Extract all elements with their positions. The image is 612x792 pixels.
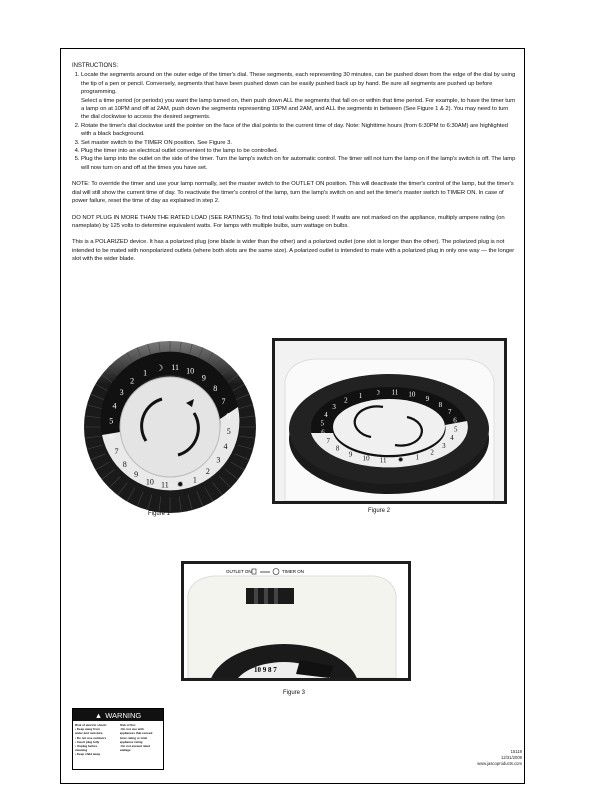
night-hour-label: 4 <box>112 401 117 411</box>
outlet-on-label: OUTLET ON <box>226 569 252 574</box>
night-hour-label: 6 <box>453 416 457 425</box>
day-hour-label: 7 <box>114 446 119 456</box>
instruction-steps <box>72 71 516 172</box>
override-note: NOTE: To override the timer and use your lamp normally, set the master switch to the OUTLET ON position. This will deactivate the timer's control of the lamp, but the timer's dial will still show the current time of day. To reactivate the timer's control of the lamp, turn the lamp's switch on and set the timer's master switch to TIMER ON. In case of power failure, reset the time of day as explained in step 2. <box>72 181 514 205</box>
day-hour-label: 1 <box>192 475 197 485</box>
figure-2-caption: Figure 2 <box>368 508 391 514</box>
figure-2-image <box>272 338 507 504</box>
instructions-section <box>72 62 516 264</box>
timer-dial-illustration <box>80 337 260 517</box>
rated-load-warning: DO NOT PLUG IN MORE THAN THE RATED LOAD (SEE RATINGS). To find total watts being used: If watts are not marked on the appliance, multiply ampere rating (on nameplate) by 125 volts to determine equivalent watts. For lamps with multiple bulbs, sum wattage on bulbs. <box>72 214 505 229</box>
night-hour-label: 2 <box>344 396 348 405</box>
warning-label <box>72 708 164 770</box>
day-hour-label: 2 <box>430 448 434 457</box>
day-hour-label: 8 <box>335 444 340 453</box>
night-hour-label: 8 <box>438 400 443 409</box>
warning-line: • Keep away from <box>75 727 100 732</box>
night-hour-label: 5 <box>320 419 325 428</box>
step-text: Locate the segments around on the outer edge of the timer's dial. These segments, each representing 30 minutes, can be pushed down from the edge of the dial by using the tip of a pen or pencil. Conversely, segments that have been pushed down can be easily pushed back up by hand. Be sure all segments are pushed up before programming. <box>81 72 516 96</box>
day-hour-label: 11 <box>161 480 169 490</box>
instruction-step <box>81 71 516 121</box>
night-hour-label: 3 <box>119 387 124 398</box>
figure-3-caption: Figure 3 <box>283 690 306 696</box>
day-hour-label: 7 <box>326 436 331 445</box>
night-hour-label: 6 <box>321 428 325 437</box>
step-continuation: Select a time period (or periods) you want the lamp turned on, then push down ALL the segments that fall on or within that time period. For example, to have the timer turn a lamp on at 10PM and off at 2AM, push down the segments representing 10PM and 2AM, and ALL the segments in between (See Figure 1 & 2). You may need to turn the dial clockwise to access the desired segments. <box>81 97 516 121</box>
night-hour-label: ☽ <box>156 363 164 373</box>
footer <box>477 749 522 767</box>
warning-line: cleaning <box>75 748 88 753</box>
instructions-heading: INSTRUCTIONS: <box>72 63 119 69</box>
instruction-step: 4. Plug the timer into an electrical outlet convenient to the lamp to be controlled. <box>81 147 516 155</box>
night-hour-label: 3 <box>332 403 336 412</box>
revision-date: 12/31/2009 <box>501 755 522 760</box>
night-hour-label: 11 <box>391 388 399 397</box>
instruction-step: 3. Set master switch to the TIMER ON position. See Figure 3. <box>81 139 516 147</box>
warning-line: • Do not exceed rated <box>119 744 151 749</box>
warning-line: • Keep child away <box>75 752 101 757</box>
night-hour-label: 5 <box>109 416 114 426</box>
instruction-step: 5. Plug the lamp into the outlet on the side of the timer. Turn the lamp's switch on for automatic control. The timer will not turn the lamp on if the lamp's switch is off. The lamp will now turn on and off at the times you have set. <box>81 155 516 172</box>
day-hour-label: 5 <box>226 426 231 436</box>
dial-face <box>120 377 220 480</box>
day-hour-label: 9 <box>134 470 139 480</box>
figure-3-image <box>181 561 411 681</box>
warning-line: • Do not use with <box>119 727 144 732</box>
day-hour-label: 1 <box>415 453 420 462</box>
night-hour-label: 10 <box>408 390 416 399</box>
night-hour-label: 1 <box>358 391 363 400</box>
timer-angled-illustration <box>275 341 504 501</box>
night-hour-label: 10 <box>186 366 195 376</box>
warning-line: • Do not use outdoors <box>75 735 107 740</box>
night-hour-label: 9 <box>201 373 206 383</box>
instruction-step: 2. Rotate the timer's dial clockwise until the pointer on the face of the dial points to the current time of day. Note: Nighttime hours (from 6:30PM to 6:30AM) are highlighted with a black background. <box>81 122 516 139</box>
day-hour-label: 10 <box>362 454 370 463</box>
warning-line: wattage <box>119 748 131 753</box>
warning-column-fire <box>120 723 162 757</box>
dial-face <box>333 396 445 455</box>
model-number: 15119 <box>510 749 522 754</box>
timer-on-label: TIMER ON <box>282 569 304 574</box>
warning-line: Risk of fire: <box>119 723 137 727</box>
day-hour-label: 4 <box>223 442 228 452</box>
night-hour-label: 6 <box>109 432 114 442</box>
day-hour-label: 10 <box>145 477 154 487</box>
master-switch[interactable] <box>246 588 294 604</box>
master-switch-illustration <box>184 564 408 678</box>
night-hour-label: 1 <box>143 368 148 378</box>
warning-line: Risk of electric shock: <box>75 723 107 727</box>
night-hour-label: 9 <box>425 394 430 403</box>
night-hour-label: 11 <box>171 363 179 373</box>
warning-line: water and moisture <box>75 731 103 736</box>
day-hour-label: 3 <box>442 442 446 451</box>
polarized-notice: This is a POLARIZED device. It has a polarized plug (one blade is wider than the other) and a polarized outlet (one slot is longer than the other). The polarized plug is not intended to be mated with nonpolarized outlets (where both slots are the same size). A polarized outlet is intended to mate with a polarized plug in only one way — the longer slot with the wider blade. <box>72 239 515 263</box>
day-hour-label: 11 <box>379 456 387 465</box>
day-hour-label: 4 <box>450 434 454 443</box>
day-hour-label: 3 <box>216 455 221 465</box>
night-hour-label: 4 <box>324 410 328 419</box>
warning-title: WARNING <box>105 710 142 720</box>
warning-header <box>73 709 163 721</box>
night-hour-label: 6 <box>226 411 231 421</box>
night-hour-label: 7 <box>447 408 452 417</box>
figure-1-caption: Figure 1 <box>148 511 171 517</box>
night-hour-label: ☽ <box>374 389 381 398</box>
night-hour-label: 8 <box>213 383 218 393</box>
dial-visible-hours: 10 9 8 7 <box>254 666 277 674</box>
warning-column-shock <box>75 723 117 757</box>
website-link[interactable]: www.jascoproducts.com <box>477 761 522 766</box>
day-hour-label: ✹ <box>397 456 404 465</box>
figure-1-image <box>80 337 260 517</box>
warning-line: appliances that exceed <box>119 731 153 736</box>
day-hour-label: 5 <box>453 425 458 434</box>
day-hour-label: 2 <box>205 467 210 477</box>
warning-line: appliance rating <box>119 739 143 744</box>
warning-body <box>73 721 163 757</box>
night-hour-label: 7 <box>221 396 226 406</box>
warning-line: timer rating or total <box>119 735 148 740</box>
warning-line: • Insert plug fully <box>75 739 100 744</box>
warning-line: • Unplug before <box>75 744 98 749</box>
day-hour-label: 8 <box>122 459 127 469</box>
warning-triangle-icon: ▲ <box>94 710 103 720</box>
day-hour-label: ✹ <box>176 479 184 489</box>
day-hour-label: 9 <box>348 450 353 459</box>
night-hour-label: 2 <box>130 376 135 386</box>
